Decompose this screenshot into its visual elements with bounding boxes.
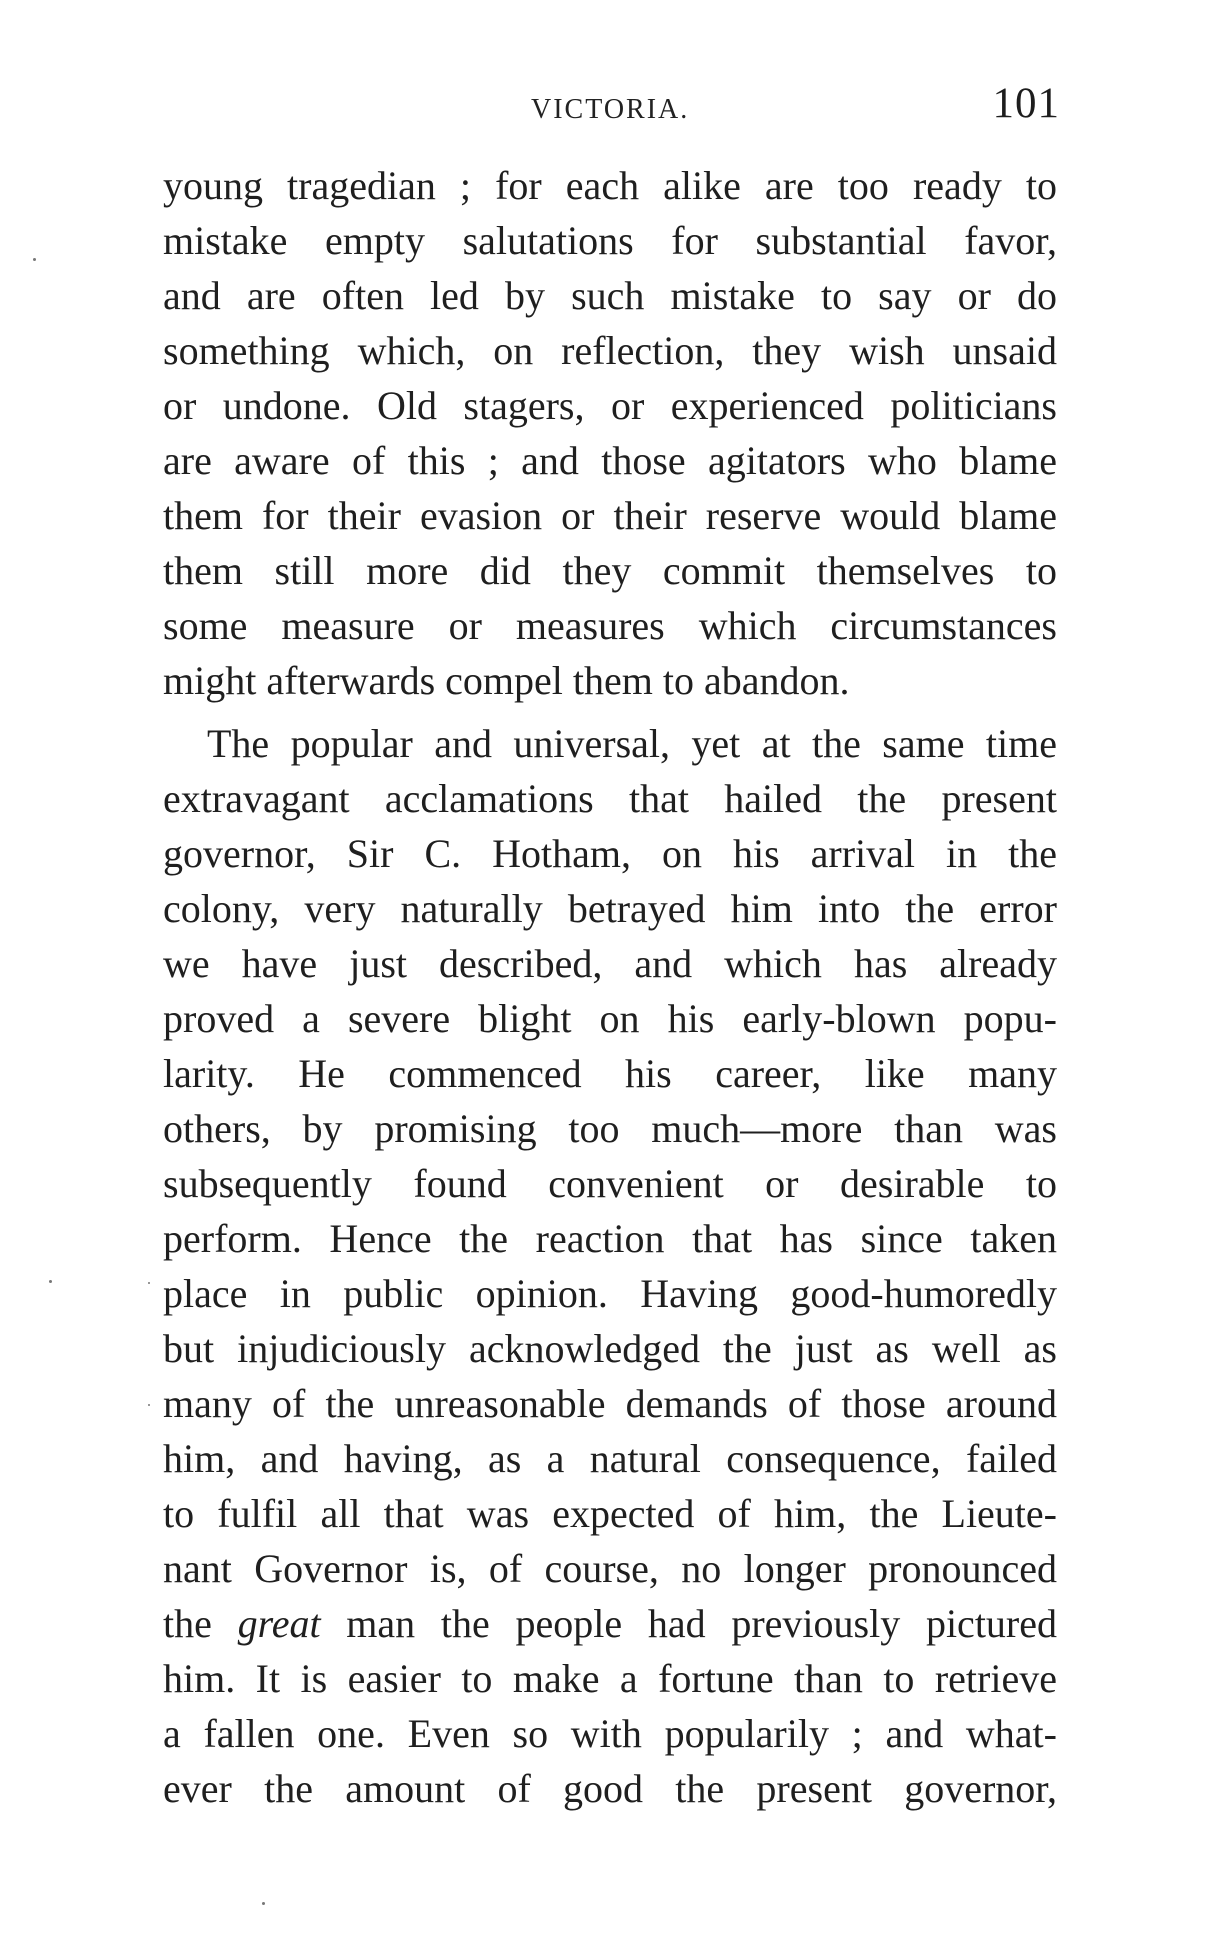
paper-speck xyxy=(148,1282,150,1284)
text-line: ever the amount of good the present governor, xyxy=(163,1766,1057,1811)
text-line: subsequently found convenient or desirable to xyxy=(163,1161,1057,1206)
text-line: extravagant acclamations that hailed the present xyxy=(163,776,1057,821)
page-number: 101 xyxy=(992,80,1060,127)
text-line: him. It is easier to make a fortune than to retrieve xyxy=(163,1656,1057,1701)
text-segment: man the people had previously pictured xyxy=(320,1601,1057,1646)
paper-speck xyxy=(49,1280,52,1283)
text-line: perform. Hence the reaction that has since taken xyxy=(163,1216,1057,1261)
paragraph-end-line: might afterwards compel them to abandon. xyxy=(163,658,850,703)
text-line: nant Governor is, of course, no longer pronounced xyxy=(163,1546,1057,1591)
text-line: colony, very naturally betrayed him into the error xyxy=(163,886,1057,931)
text-line: something which, on reflection, they wish unsaid xyxy=(163,328,1057,373)
italic-word: great xyxy=(237,1601,321,1646)
text-line: are aware of this ; and those agitators who blame xyxy=(163,438,1057,483)
text-line: place in public opinion. Having good-humoredly xyxy=(163,1271,1057,1316)
text-line: others, by promising too much—more than was xyxy=(163,1106,1057,1151)
text-line: them for their evasion or their reserve would blame xyxy=(163,493,1057,538)
running-head xyxy=(160,72,1060,127)
text-line-with-italic xyxy=(163,1596,1057,1651)
text-line: him, and having, as a natural consequence, failed xyxy=(163,1436,1057,1481)
text-line: young tragedian ; for each alike are too ready to xyxy=(163,163,1057,208)
text-line: governor, Sir C. Hotham, on his arrival in the xyxy=(163,831,1057,876)
body-text xyxy=(163,158,1057,1816)
text-line: but injudiciously acknowledged the just as well as xyxy=(163,1326,1057,1371)
text-line: larity. He commenced his career, like many xyxy=(163,1051,1057,1096)
text-line: to fulfil all that was expected of him, the Lieute- xyxy=(163,1491,1057,1536)
paragraph-start-line: The popular and universal, yet at the same time xyxy=(207,721,1057,766)
text-line: proved a severe blight on his early-blown popu- xyxy=(163,996,1057,1041)
running-title: VICTORIA. xyxy=(531,94,690,125)
text-line: them still more did they commit themselves to xyxy=(163,548,1057,593)
paper-speck xyxy=(33,258,36,261)
text-line: mistake empty salutations for substantial favor, xyxy=(163,218,1057,263)
text-segment: the xyxy=(163,1601,238,1646)
text-line: many of the unreasonable demands of those around xyxy=(163,1381,1057,1426)
text-line: we have just described, and which has already xyxy=(163,941,1057,986)
paper-speck xyxy=(148,1404,150,1406)
text-line: or undone. Old stagers, or experienced politicians xyxy=(163,383,1057,428)
text-line: a fallen one. Even so with popularily ; and what- xyxy=(163,1711,1057,1756)
text-line: and are often led by such mistake to say or do xyxy=(163,273,1057,318)
text-line: some measure or measures which circumstances xyxy=(163,603,1057,648)
paper-speck xyxy=(262,1902,265,1905)
